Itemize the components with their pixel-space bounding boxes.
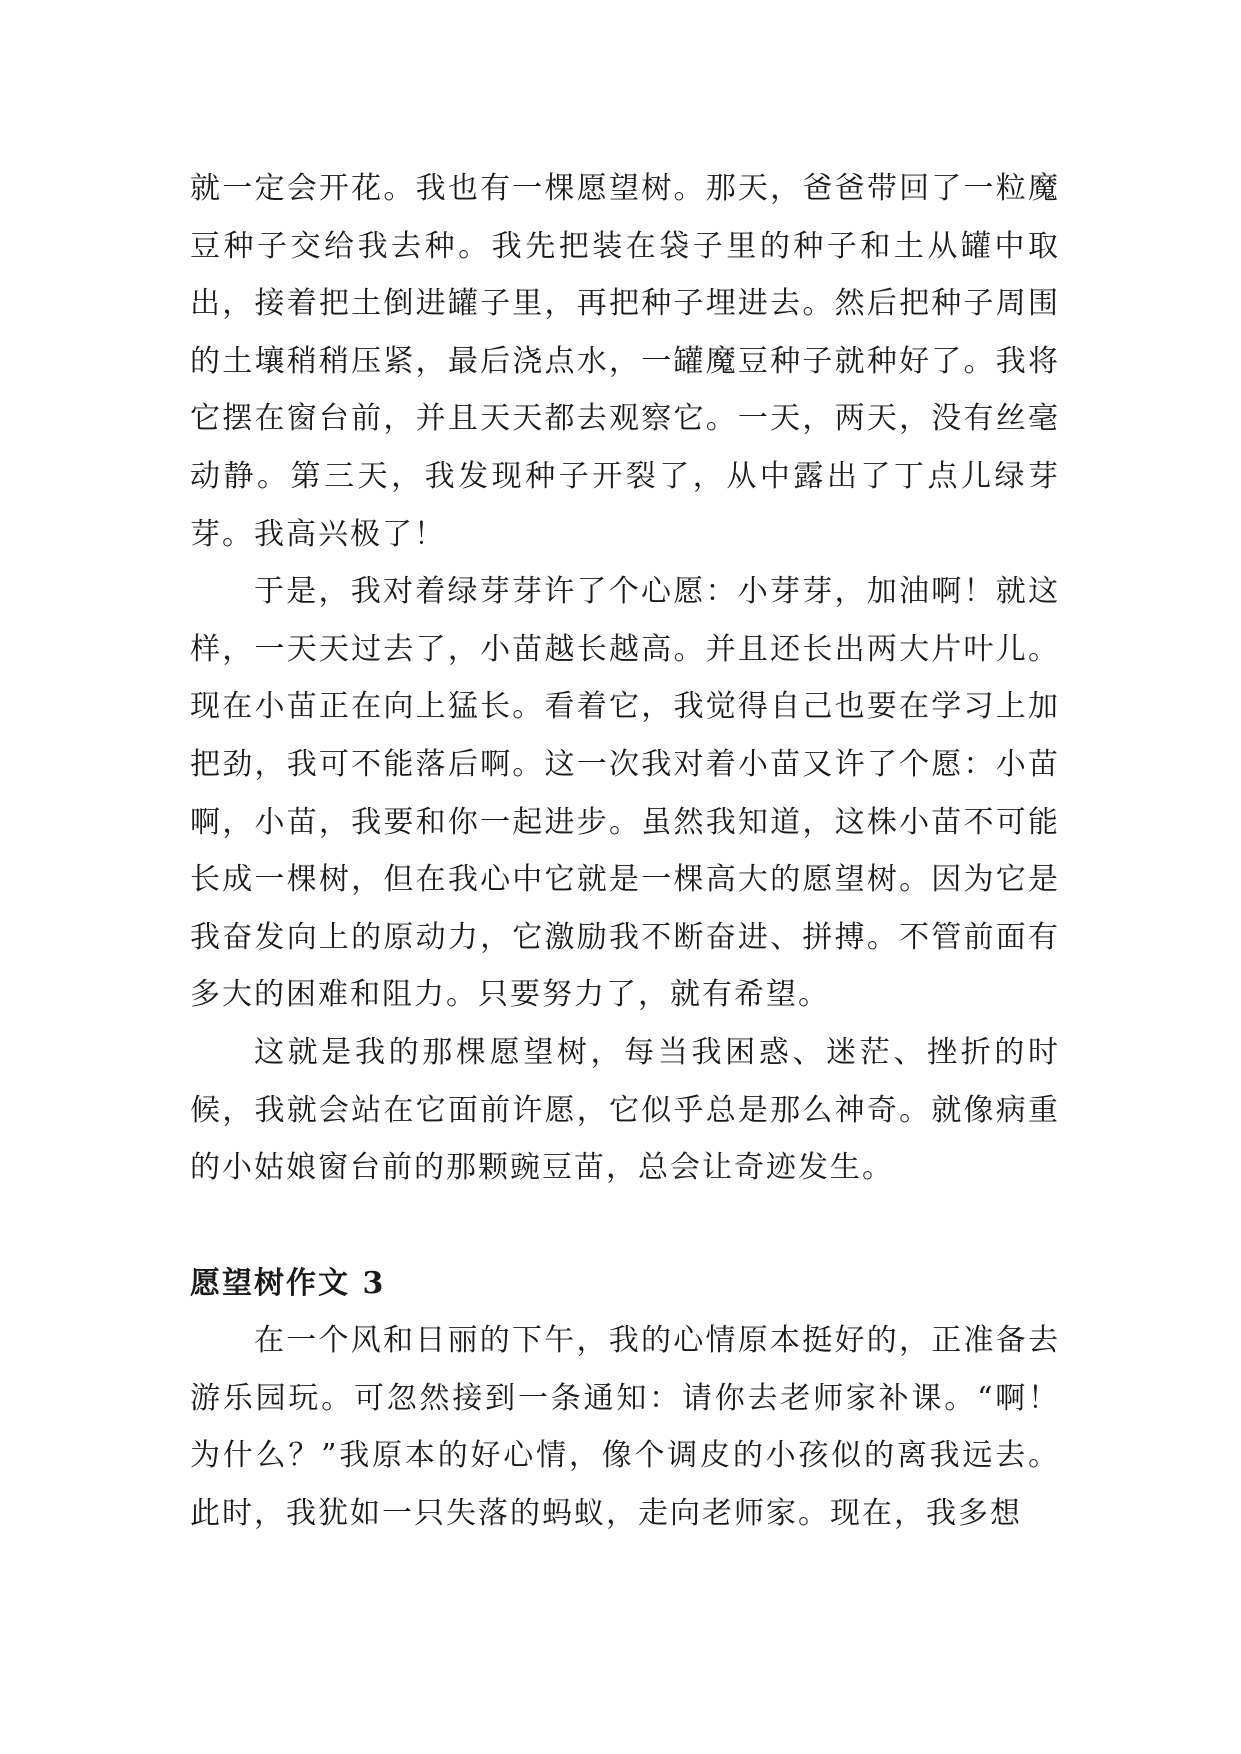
section-title: 愿望树作文 3 xyxy=(190,1265,386,1301)
document-body xyxy=(190,160,1060,1543)
section-gap xyxy=(190,1197,1060,1255)
paragraph-2: 于是，我对着绿芽芽许了个心愿：小芽芽，加油啊！就这样，一天天过去了，小苗越长越高。并且还长出两大片叶儿。现在小苗正在向上猛长。看着它，我觉得自己也要在学习上加把劲，我可不能落后啊。这一次我对着小苗又许了个愿：小苗啊，小苗，我要和你一起进步。虽然我知道，这株小苗不可能长成一棵树，但在我心中它就是一棵高大的愿望树。因为它是我奋发向上的原动力，它激励我不断奋进、拼搏。不管前面有多大的困难和阻力。只要努力了，就有希望。 xyxy=(190,574,1060,1013)
paragraph-4: 在一个风和日丽的下午，我的心情原本挺好的，正准备去游乐园玩。可忽然接到一条通知：请你去老师家补课。“啊！为什么？”我原本的好心情，像个调皮的小孩似的离我远去。此时，我犹如一只失落的蚂蚁，走向老师家。现在，我多想 xyxy=(190,1323,1060,1532)
paragraph-1: 就一定会开花。我也有一棵愿望树。那天，爸爸带回了一粒魔豆种子交给我去种。我先把装在袋子里的种子和土从罐中取出，接着把土倒进罐子里，再把种子埋进去。然后把种子周围的土壤稍稍压紧，最后浇点水，一罐魔豆种子就种好了。我将它摆在窗台前，并且天天都去观察它。一天，两天，没有丝毫动静。第三天，我发现种子开裂了，从中露出了丁点儿绿芽芽。我高兴极了！ xyxy=(190,171,1060,552)
paragraph-3: 这就是我的那棵愿望树，每当我困惑、迷茫、挫折的时候，我就会站在它面前许愿，它似乎总是那么神奇。就像病重的小姑娘窗台前的那颗豌豆苗，总会让奇迹发生。 xyxy=(190,1034,1060,1186)
